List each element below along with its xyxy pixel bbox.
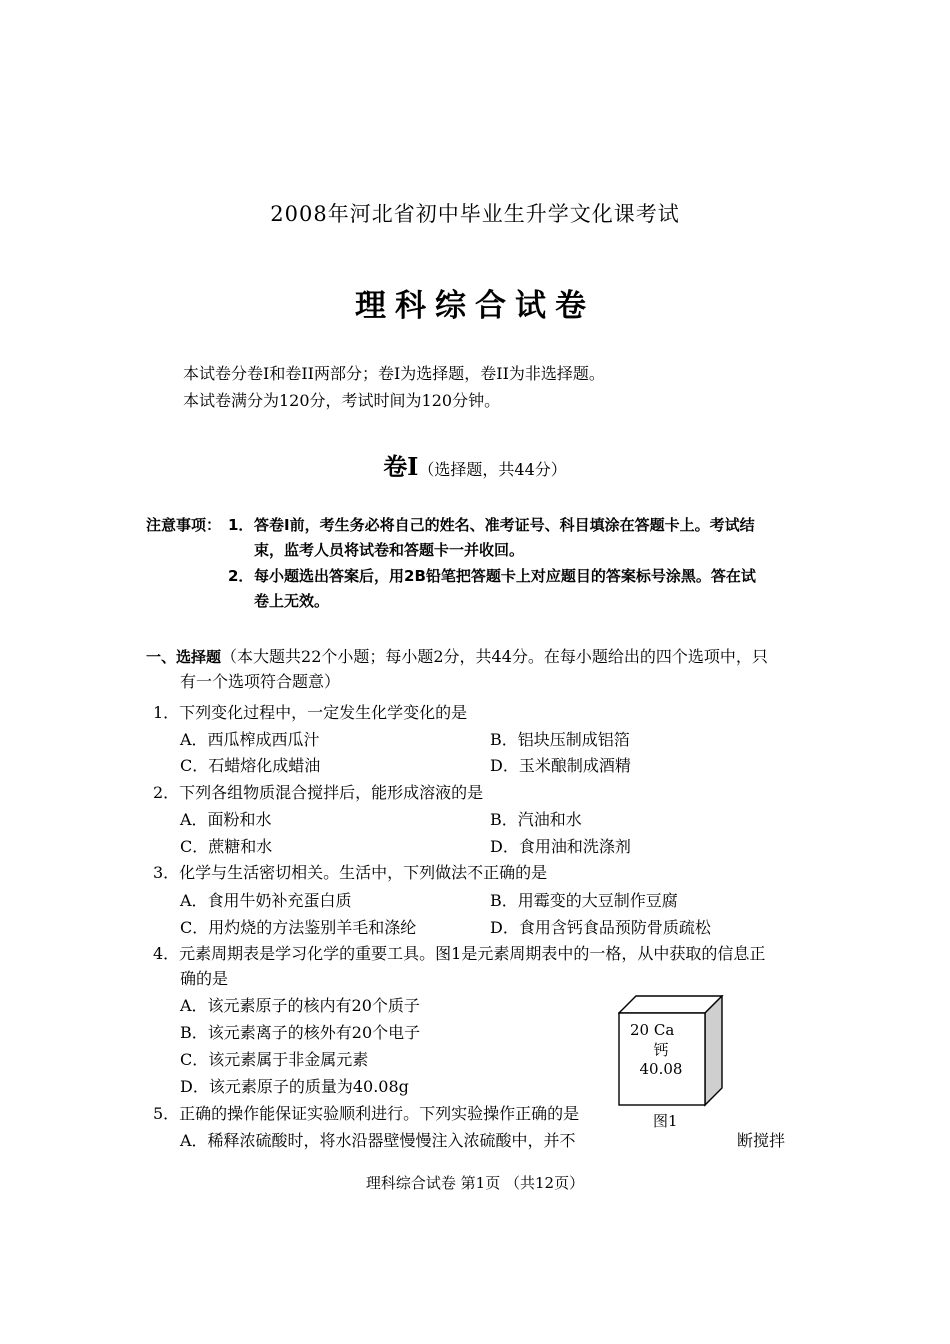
question-1-option-b: B．铝块压制成铝箔 [490,730,630,749]
question-5-option-a-continued: 断搅拌 [737,1131,786,1150]
intro-line-2: 本试卷满分为120分，考试时间为120分钟。 [183,391,501,410]
page-footer: 理科综合试卷 第1页 （共12页） [365,1174,585,1192]
section-subtitle: （选择题，共44分） [418,460,567,479]
question-3-stem: 3．化学与生活密切相关。生活中，下列做法不正确的是 [153,863,548,882]
note-2-line-1: 每小题选出答案后，用2B铅笔把答题卡上对应题目的答案标号涂黑。答在试 [254,567,756,585]
part-description: （本大题共22个小题；每小题2分，共44分。在每小题给出的四个选项中，只 [221,647,768,666]
element-number-symbol: 20 Ca [630,1021,675,1039]
exam-title: 2008年河北省初中毕业生升学文化课考试 [270,202,680,226]
question-2-option-a: A．面粉和水 [180,810,272,829]
section-heading [0,447,950,482]
periodic-table-cell-figure [618,995,724,1107]
question-5-option-a: A．稀释浓硫酸时，将水沿器壁慢慢注入浓硫酸中，并不 [180,1131,576,1150]
paper-title: 理科综合试卷 [355,288,595,324]
question-1-option-a: A．西瓜榨成西瓜汁 [180,730,320,749]
part-description-2: 有一个选项符合题意） [180,672,341,691]
note-1-line-2: 束，监考人员将试卷和答题卡一并收回。 [254,541,525,559]
question-1-option-c: C．石蜡熔化成蜡油 [180,756,321,775]
figure-caption: 图1 [653,1112,678,1130]
question-2-option-c: C．蔗糖和水 [180,837,273,856]
question-3-option-a: A．食用牛奶补充蛋白质 [180,891,352,910]
question-3-option-b: B．用霉变的大豆制作豆腐 [490,891,678,910]
note-1-line-1: 答卷Ⅰ前，考生务必将自己的姓名、准考证号、科目填涂在答题卡上。考试结 [254,516,755,534]
section-title: 卷Ⅰ [383,452,419,481]
intro-line-1: 本试卷分卷I和卷II两部分；卷I为选择题，卷II为非选择题。 [183,364,605,383]
question-4-stem-line-2: 确的是 [180,969,229,988]
question-4-option-b: B．该元素离子的核外有20个电子 [180,1023,421,1042]
part-heading [146,644,768,667]
question-3-option-d: D．食用含钙食品预防骨质疏松 [490,918,711,937]
question-5-stem: 5．正确的操作能保证实验顺利进行。下列实验操作正确的是 [153,1104,580,1123]
element-name: 钙 [653,1041,669,1059]
element-atomic-mass: 40.08 [639,1060,683,1078]
part-title: 一、选择题 [146,648,222,666]
note-2-number: 2． [228,567,254,585]
question-1-option-d: D．玉米酿制成酒精 [490,756,631,775]
question-4-option-a: A．该元素原子的核内有20个质子 [180,996,420,1015]
question-3-option-c: C．用灼烧的方法鉴别羊毛和涤纶 [180,918,417,937]
notes-label: 注意事项： [146,516,222,534]
question-4-option-c: C．该元素属于非金属元素 [180,1050,369,1069]
question-4-option-d: D．该元素原子的质量为40.08g [180,1077,409,1096]
note-2-line-2: 卷上无效。 [254,592,330,610]
question-4-stem-line-1: 4．元素周期表是学习化学的重要工具。图1是元素周期表中的一格，从中获取的信息正 [153,944,766,963]
question-2-option-d: D．食用油和洗涤剂 [490,837,631,856]
note-1-number: 1． [228,516,254,534]
question-2-stem: 2．下列各组物质混合搅拌后，能形成溶液的是 [153,783,484,802]
question-1-stem: 1．下列变化过程中，一定发生化学变化的是 [153,703,468,722]
question-2-option-b: B．汽油和水 [490,810,582,829]
